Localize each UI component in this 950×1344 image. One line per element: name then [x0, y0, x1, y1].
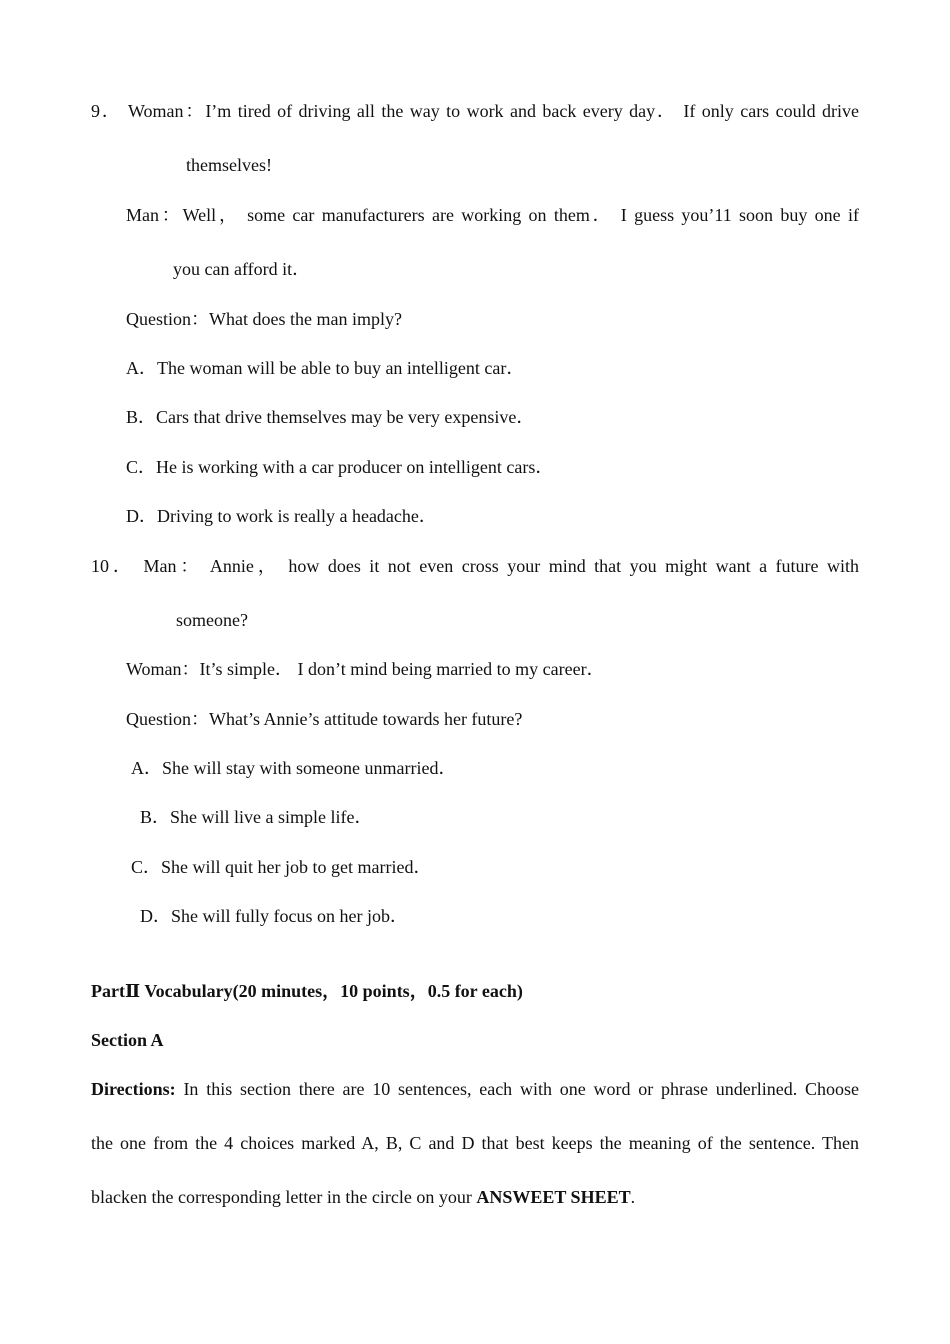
- q10-option-b: B．She will live a simple life．: [140, 807, 373, 827]
- q9-man-label: Man：: [126, 205, 183, 225]
- q10-option-d: D．She will fully focus on her job．: [140, 906, 408, 926]
- q9-option-d: D．Driving to work is really a headache．: [126, 506, 437, 526]
- q10-woman-line: Woman：It’s simple． I don’t mind being married to my career．: [126, 659, 605, 679]
- q10-man-continuation: someone?: [176, 610, 248, 630]
- q9-man-continuation: you can afford it．: [173, 259, 311, 279]
- q10-option-c: C．She will quit her job to get married．: [131, 857, 432, 877]
- q9-woman-continuation: themselves!: [186, 155, 272, 175]
- section-a-heading: Section A: [91, 1030, 164, 1050]
- q10-number: 10．: [91, 556, 135, 576]
- q10-question: Question：What’s Annie’s attitude towards her future?: [126, 709, 523, 729]
- directions-line-2: the one from the 4 choices marked A, B, C and D that best keeps the meaning of the sentence. Then: [91, 1133, 859, 1153]
- directions-line-1: [91, 1078, 859, 1100]
- q10-man-label: Man：: [143, 556, 203, 576]
- q9-woman-line: [91, 100, 859, 122]
- directions-label: Directions:: [91, 1079, 176, 1099]
- directions-text-3: blacken the corresponding letter in the circle on your: [91, 1187, 477, 1207]
- q10-man-line: [91, 555, 859, 577]
- q9-number: 9．: [91, 101, 122, 121]
- q9-option-c: C．He is working with a car producer on intelligent cars．: [126, 457, 554, 477]
- directions-period: .: [630, 1187, 636, 1207]
- q9-woman-text: I’m tired of driving all the way to work and back every day． If only cars could drive: [205, 101, 859, 121]
- part2-heading: PartⅡ Vocabulary(20 minutes，10 points，0.5 for each): [91, 981, 523, 1001]
- answer-sheet-term: ANSWEET SHEET: [476, 1187, 631, 1207]
- q9-woman-label: Woman：: [127, 101, 206, 121]
- q9-man-line: [126, 204, 859, 226]
- directions-line-3: [91, 1186, 635, 1208]
- q10-man-text: Annie， how does it not even cross your mind that you might want a future with: [209, 556, 860, 576]
- q9-man-text: Well， some car manufacturers are working on them． I guess you’11 soon buy one if: [182, 205, 859, 225]
- q9-option-b: B．Cars that drive themselves may be very expensive．: [126, 407, 535, 427]
- q9-option-a: A．The woman will be able to buy an intelligent car．: [126, 358, 525, 378]
- directions-text-1: In this section there are 10 sentences, each with one word or phrase underlined. Choose: [183, 1079, 859, 1099]
- q9-question: Question：What does the man imply?: [126, 309, 402, 329]
- q10-option-a: A．She will stay with someone unmarried．: [131, 758, 457, 778]
